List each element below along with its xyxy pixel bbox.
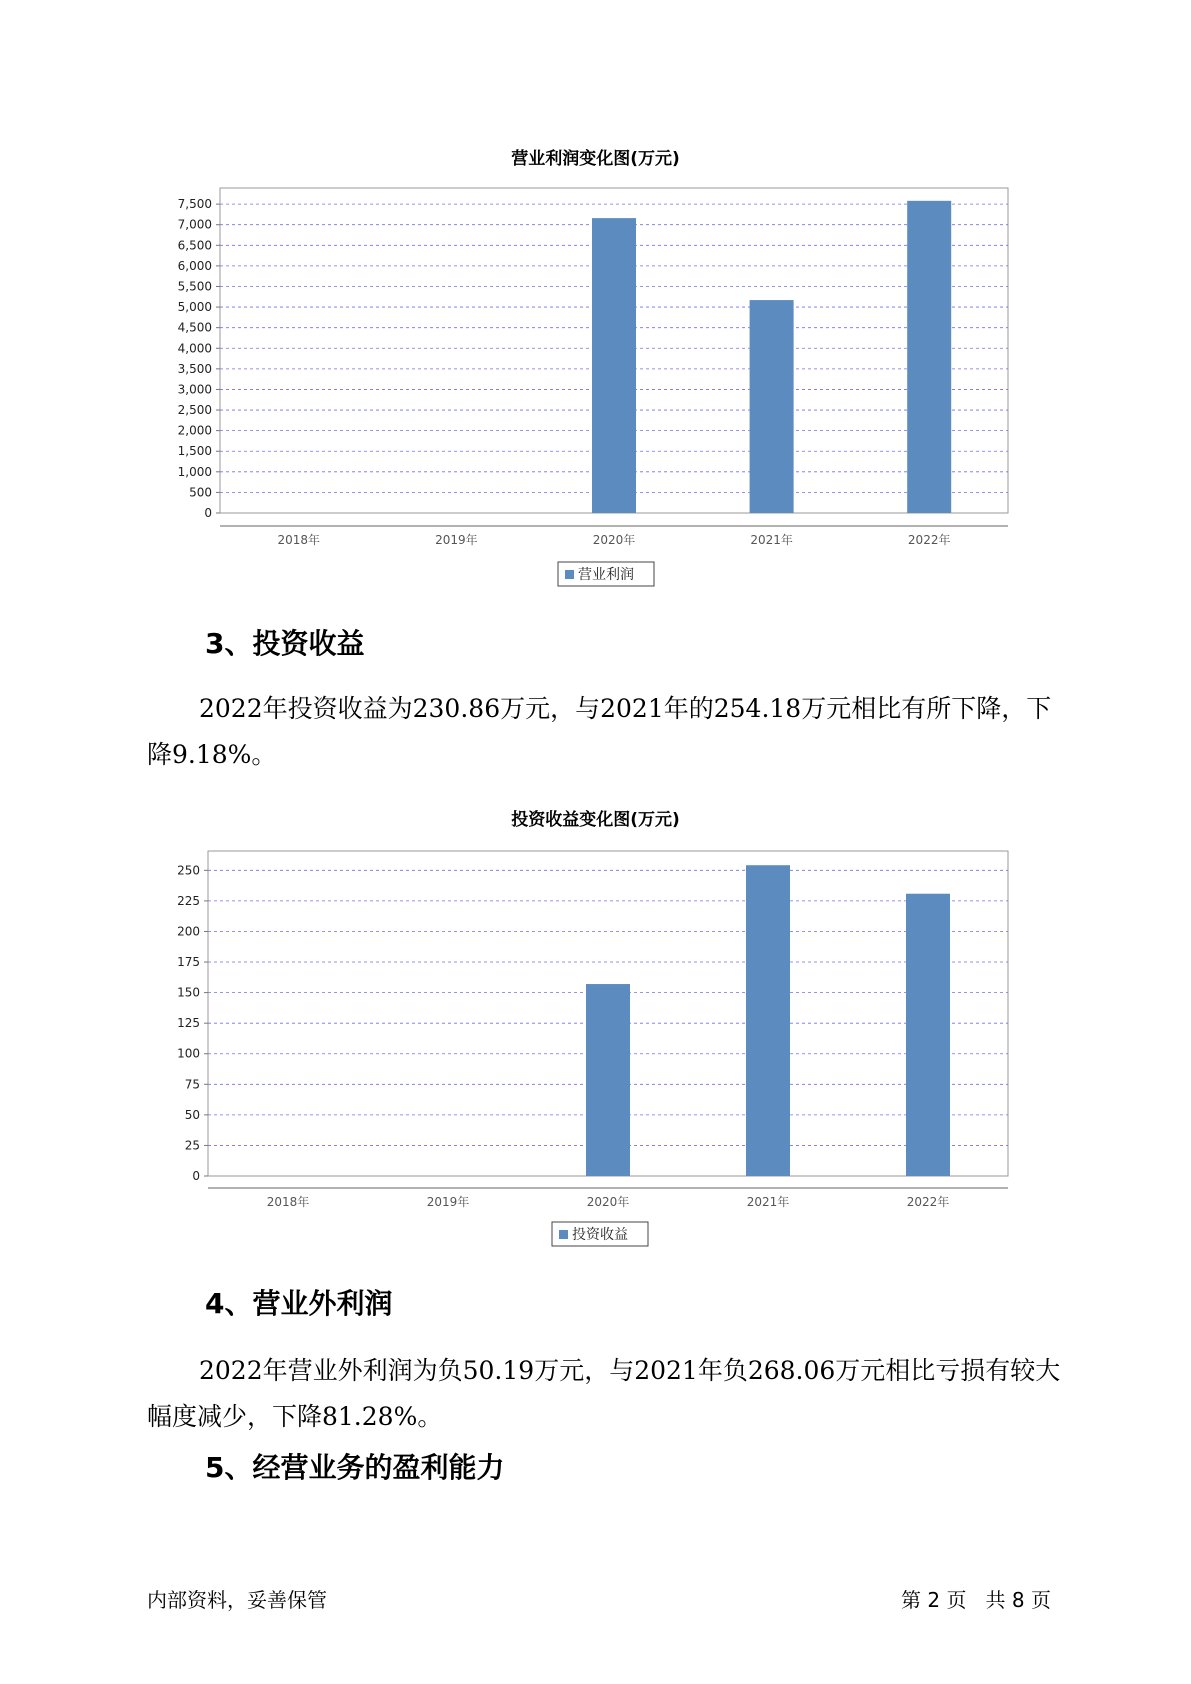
y-tick-label: 125: [177, 1016, 200, 1031]
x-tick-label: 2020年: [592, 533, 636, 547]
y-tick-label: 0: [204, 506, 212, 520]
bar-2021年: [750, 300, 794, 513]
bar-2022年: [906, 894, 950, 1176]
x-tick-label: 2021年: [746, 1195, 790, 1209]
y-tick-label: 6,500: [177, 238, 212, 253]
y-tick-label: 3,000: [177, 382, 212, 397]
section-heading-business-profitability: 5、经营业务的盈利能力: [205, 1451, 505, 1484]
legend-label: 投资收益: [572, 1227, 628, 1243]
y-tick-label: 1,500: [177, 444, 212, 459]
y-tick-label: 0: [192, 1169, 200, 1183]
y-tick-label: 5,000: [177, 300, 212, 315]
bar-2020年: [592, 218, 636, 513]
footer-confidential-note: 内部资料，妥善保管: [147, 1588, 327, 1612]
y-tick-label: 500: [189, 485, 212, 500]
y-tick-label: 250: [177, 863, 200, 878]
chart-investment-income: [0, 830, 1191, 1250]
legend-label: 营业利润: [578, 567, 634, 583]
x-tick-label: 2021年: [750, 533, 793, 547]
chart-operating-profit: [0, 170, 1191, 590]
y-tick-label: 2,000: [177, 423, 212, 438]
legend: [558, 562, 654, 586]
section-heading-investment-income: 3、投资收益: [205, 627, 365, 660]
bar-2021年: [746, 865, 790, 1176]
y-tick-label: 1,000: [177, 464, 212, 479]
y-tick-label: 150: [177, 985, 200, 1000]
y-tick-label: 50: [184, 1107, 200, 1122]
y-tick-label: 100: [177, 1046, 200, 1061]
x-tick-label: 2019年: [435, 533, 478, 547]
y-tick-label: 5,500: [177, 279, 212, 294]
section-paragraph-non-operating-profit: [147, 1348, 1062, 1440]
x-tick-label: 2020年: [586, 1195, 630, 1209]
bar-2022年: [907, 201, 951, 513]
chart-title-operating-profit: 营业利润变化图(万元): [511, 149, 680, 169]
y-tick-label: 75: [184, 1077, 200, 1092]
x-tick-label: 2018年: [266, 1195, 310, 1209]
legend: [552, 1222, 648, 1246]
y-tick-label: 3,500: [177, 361, 212, 376]
x-tick-label: 2018年: [277, 533, 321, 547]
y-tick-label: 4,500: [177, 320, 212, 335]
bar-2020年: [586, 984, 630, 1176]
y-tick-label: 2,500: [177, 403, 212, 418]
y-tick-label: 4,000: [177, 341, 212, 356]
y-tick-label: 7,500: [177, 197, 212, 212]
y-tick-label: 7,000: [177, 217, 212, 232]
y-tick-label: 6,000: [177, 258, 212, 273]
chart-title-investment-income: 投资收益变化图(万元): [511, 810, 680, 830]
legend-swatch: [559, 1230, 568, 1239]
y-tick-label: 25: [184, 1138, 200, 1153]
section-heading-non-operating-profit: 4、营业外利润: [205, 1287, 393, 1320]
x-tick-label: 2019年: [426, 1195, 470, 1209]
x-tick-label: 2022年: [907, 533, 951, 547]
paragraph-text: 2022年投资收益为230.86万元，与2021年的254.18万元相比有所下降，下降9.18%。: [147, 694, 1052, 769]
y-tick-label: 200: [177, 924, 200, 939]
y-tick-label: 175: [177, 955, 200, 970]
paragraph-text: 2022年营业外利润为负50.19万元，与2021年负268.06万元相比亏损有较大幅度减少，下降81.28%。: [147, 1356, 1061, 1431]
footer-page-number: 第 2 页 共 8 页: [901, 1588, 1051, 1612]
section-paragraph-investment-income: [147, 686, 1062, 778]
y-tick-label: 225: [177, 893, 200, 908]
x-tick-label: 2022年: [906, 1195, 950, 1209]
legend-swatch: [565, 570, 574, 579]
